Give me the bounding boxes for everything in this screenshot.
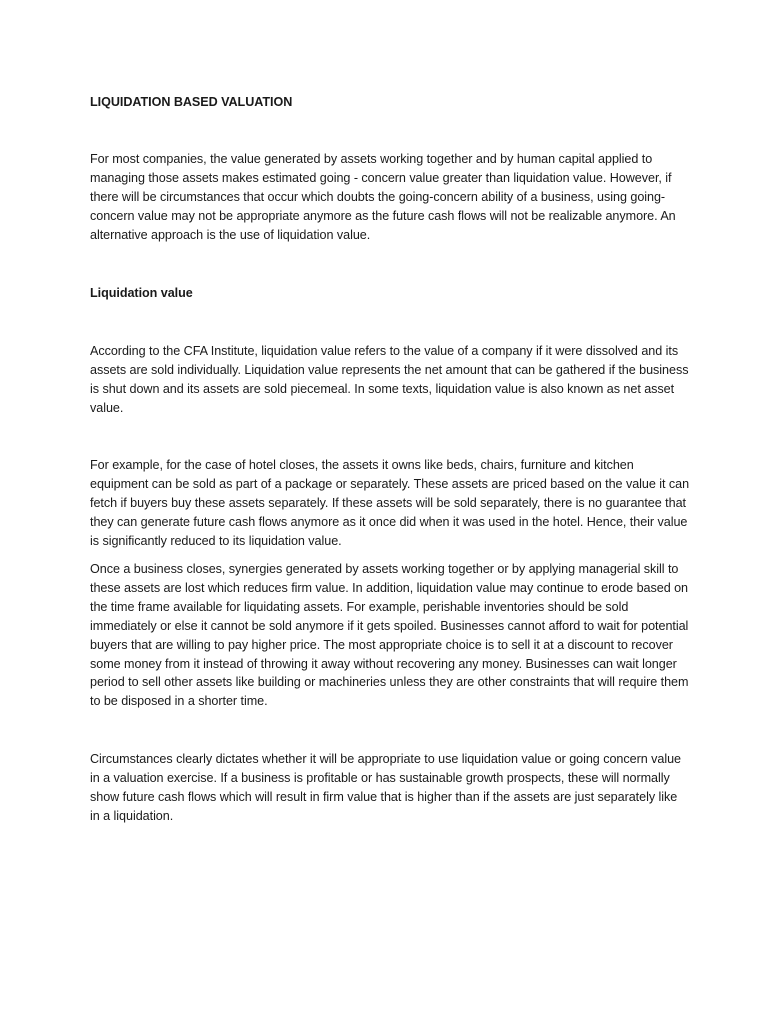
document-title: LIQUIDATION BASED VALUATION xyxy=(90,95,293,109)
paragraph-conclusion: Circumstances clearly dictates whether it will be appropriate to use liquidation value or going concern value in a valuation exercise. If a business is profitable or has sustainable growth prospects, these will normally show future cash flows which will result in firm value that is higher than if the assets are just separately like in a liquidation. xyxy=(90,752,681,823)
paragraph-intro: For most companies, the value generated by assets working together and by human capital applied to managing those assets makes estimated going - concern value greater than liquidation value. However, if there will be circumstances that occur which doubts the going-concern ability of a business, using going-concern value may not be appropriate anymore as the future cash flows will not be realizable anymore. An alternative approach is the use of liquidation value. xyxy=(90,152,676,242)
paragraph-definition: According to the CFA Institute, liquidation value refers to the value of a company if it were dissolved and its assets are sold individually. Liquidation value represents the net amount that can be gathered if the business is shut down and its assets are sold piecemeal. In some texts, liquidation value is also known as net asset value. xyxy=(90,344,689,415)
section-heading: Liquidation value xyxy=(90,286,193,300)
paragraph-erosion: Once a business closes, synergies generated by assets working together or by applying managerial skill to these assets are lost which reduces firm value. In addition, liquidation value may continue to erode based on the time frame available for liquidating assets. For example, perishable inventories should be sold immediately or else it cannot be sold anymore if it gets spoiled. Businesses cannot afford to wait for potential buyers that are willing to pay higher price. The most appropriate choice is to sell it at a discount to recover some money from it instead of throwing it away without recovering any money. Businesses can wait longer period to sell other assets like building or machineries unless they are other constraints that will require them to be disposed in a shorter time. xyxy=(90,562,689,709)
paragraph-example: For example, for the case of hotel closes, the assets it owns like beds, chairs, furniture and kitchen equipment can be sold as part of a package or separately. These assets are priced based on the value it can fetch if buyers buy these assets separately. If these assets will be sold separately, there is no guarantee that they can generate future cash flows anymore as it once did when it was used in the hotel. Hence, their value is significantly reduced to its liquidation value. xyxy=(90,458,690,548)
